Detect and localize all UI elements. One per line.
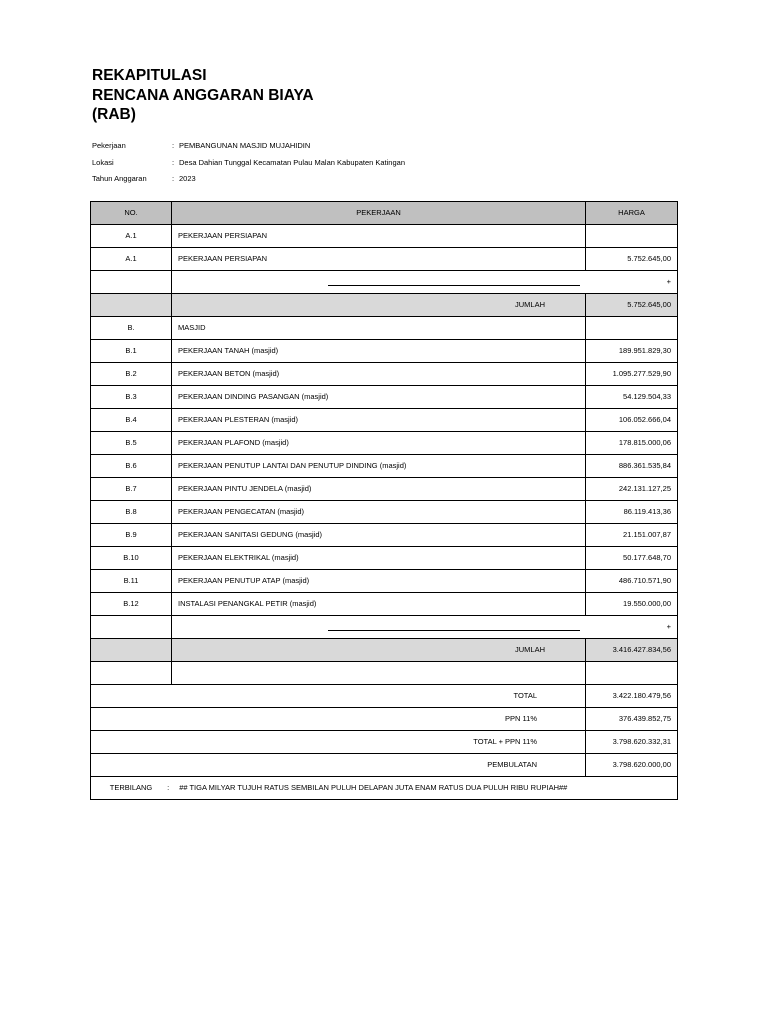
separator-dash <box>328 623 580 631</box>
row-no: B.11 <box>91 570 172 593</box>
row-no: A.1 <box>91 248 172 271</box>
separator-plus: + <box>586 271 678 294</box>
blank-cell <box>172 662 586 685</box>
summary-row-ppn <box>91 708 678 731</box>
info-colon: : <box>172 141 175 150</box>
row-name: PEKERJAAN PERSIAPAN <box>172 248 586 271</box>
table-row <box>91 547 678 570</box>
summary-value: 3.422.180.479,56 <box>586 685 678 708</box>
terbilang-label: TERBILANG <box>109 783 153 792</box>
blank-cell <box>586 662 678 685</box>
row-harga: 5.752.645,00 <box>586 248 678 271</box>
row-no: B.9 <box>91 524 172 547</box>
table-row <box>91 340 678 363</box>
row-name: PEKERJAAN BETON (masjid) <box>172 363 586 386</box>
summary-row-total <box>91 685 678 708</box>
row-harga: 50.177.648,70 <box>586 547 678 570</box>
rab-table <box>90 201 678 800</box>
info-lokasi-value: Desa Dahian Tunggal Kecamatan Pulau Malan Kabupaten Katingan <box>179 158 405 167</box>
summary-label: TOTAL <box>91 685 586 708</box>
separator-row-b <box>91 616 678 639</box>
info-tahun-value: 2023 <box>179 174 196 183</box>
jumlah-a-blank <box>91 294 172 317</box>
info-pekerjaan-label: Pekerjaan <box>92 141 126 150</box>
table-row <box>91 455 678 478</box>
jumlah-b-value: 3.416.427.834,56 <box>586 639 678 662</box>
jumlah-a-value: 5.752.645,00 <box>586 294 678 317</box>
row-no: B.3 <box>91 386 172 409</box>
terbilang-value: ## TIGA MILYAR TUJUH RATUS SEMBILAN PULUH DELAPAN JUTA ENAM RATUS DUA PULUH RIBU RUPIAH## <box>179 783 568 792</box>
separator-line-cell <box>172 616 586 639</box>
row-name: PEKERJAAN DINDING PASANGAN (masjid) <box>172 386 586 409</box>
row-no: B.1 <box>91 340 172 363</box>
row-name: PEKERJAAN PENUTUP LANTAI DAN PENUTUP DINDING (masjid) <box>172 455 586 478</box>
info-colon: : <box>172 158 175 167</box>
table-row <box>91 501 678 524</box>
table-row <box>91 409 678 432</box>
summary-row-pembulatan <box>91 754 678 777</box>
table-row <box>91 570 678 593</box>
jumlah-b-label: JUMLAH <box>172 639 586 662</box>
row-harga: 178.815.000,06 <box>586 432 678 455</box>
row-harga: 886.361.535,84 <box>586 455 678 478</box>
header-no: NO. <box>91 202 172 225</box>
section-b-harga <box>586 317 678 340</box>
row-no: B.4 <box>91 409 172 432</box>
jumlah-a-row <box>91 294 678 317</box>
jumlah-a-label: JUMLAH <box>172 294 586 317</box>
info-lokasi-label: Lokasi <box>92 158 114 167</box>
title-line-3: (RAB) <box>92 106 136 123</box>
table-row <box>91 363 678 386</box>
terbilang-cell <box>91 777 678 800</box>
table-row <box>91 593 678 616</box>
row-name: PEKERJAAN SANITASI GEDUNG (masjid) <box>172 524 586 547</box>
row-harga: 189.951.829,30 <box>586 340 678 363</box>
row-harga: 1.095.277.529,90 <box>586 363 678 386</box>
separator-plus: + <box>586 616 678 639</box>
row-harga: 19.550.000,00 <box>586 593 678 616</box>
row-harga: 54.129.504,33 <box>586 386 678 409</box>
summary-label: TOTAL + PPN 11% <box>91 731 586 754</box>
separator-row-a <box>91 271 678 294</box>
table-row <box>91 432 678 455</box>
row-no: B.10 <box>91 547 172 570</box>
row-no: B.12 <box>91 593 172 616</box>
title-line-2: RENCANA ANGGARAN BIAYA <box>92 86 314 104</box>
blank-row <box>91 662 678 685</box>
terbilang-colon: : <box>167 783 170 792</box>
row-harga: 486.710.571,90 <box>586 570 678 593</box>
row-no: B.7 <box>91 478 172 501</box>
summary-label: PEMBULATAN <box>91 754 586 777</box>
row-name: PEKERJAAN PLAFOND (masjid) <box>172 432 586 455</box>
row-harga: 21.151.007,87 <box>586 524 678 547</box>
row-name: PEKERJAAN ELEKTRIKAL (masjid) <box>172 547 586 570</box>
terbilang-row <box>91 777 678 800</box>
document-title <box>92 66 314 125</box>
jumlah-b-blank <box>91 639 172 662</box>
summary-value: 3.798.620.332,31 <box>586 731 678 754</box>
table-row <box>91 386 678 409</box>
row-name: PEKERJAAN PINTU JENDELA (masjid) <box>172 478 586 501</box>
section-a-name: PEKERJAAN PERSIAPAN <box>172 225 586 248</box>
info-colon: : <box>172 174 175 183</box>
row-name: PEKERJAAN PLESTERAN (masjid) <box>172 409 586 432</box>
summary-row-total-ppn <box>91 731 678 754</box>
section-b-no: B. <box>91 317 172 340</box>
separator-line-cell <box>172 271 586 294</box>
row-harga: 106.052.666,04 <box>586 409 678 432</box>
row-no: B.2 <box>91 363 172 386</box>
section-a-harga <box>586 225 678 248</box>
table-header-row <box>91 202 678 225</box>
row-name: INSTALASI PENANGKAL PETIR (masjid) <box>172 593 586 616</box>
row-harga: 86.119.413,36 <box>586 501 678 524</box>
separator-dash <box>328 278 580 286</box>
summary-value: 3.798.620.000,00 <box>586 754 678 777</box>
section-b-row <box>91 317 678 340</box>
summary-value: 376.439.852,75 <box>586 708 678 731</box>
blank-cell <box>91 662 172 685</box>
header-pekerjaan: PEKERJAAN <box>172 202 586 225</box>
summary-label: PPN 11% <box>91 708 586 731</box>
jumlah-b-row <box>91 639 678 662</box>
row-name: PEKERJAAN TANAH (masjid) <box>172 340 586 363</box>
info-pekerjaan-value: PEMBANGUNAN MASJID MUJAHIDIN <box>179 141 311 150</box>
section-a-no: A.1 <box>91 225 172 248</box>
section-a-row <box>91 225 678 248</box>
row-name: PEKERJAAN PENGECATAN (masjid) <box>172 501 586 524</box>
table-row <box>91 248 678 271</box>
row-no: B.8 <box>91 501 172 524</box>
row-name: PEKERJAAN PENUTUP ATAP (masjid) <box>172 570 586 593</box>
separator-cell <box>91 271 172 294</box>
title-line-1: REKAPITULASI <box>92 67 207 84</box>
row-no: B.5 <box>91 432 172 455</box>
section-b-name: MASJID <box>172 317 586 340</box>
row-no: B.6 <box>91 455 172 478</box>
separator-cell <box>91 616 172 639</box>
table-row <box>91 524 678 547</box>
info-tahun-label: Tahun Anggaran <box>92 174 147 183</box>
table-row <box>91 478 678 501</box>
header-harga: HARGA <box>586 202 678 225</box>
row-harga: 242.131.127,25 <box>586 478 678 501</box>
